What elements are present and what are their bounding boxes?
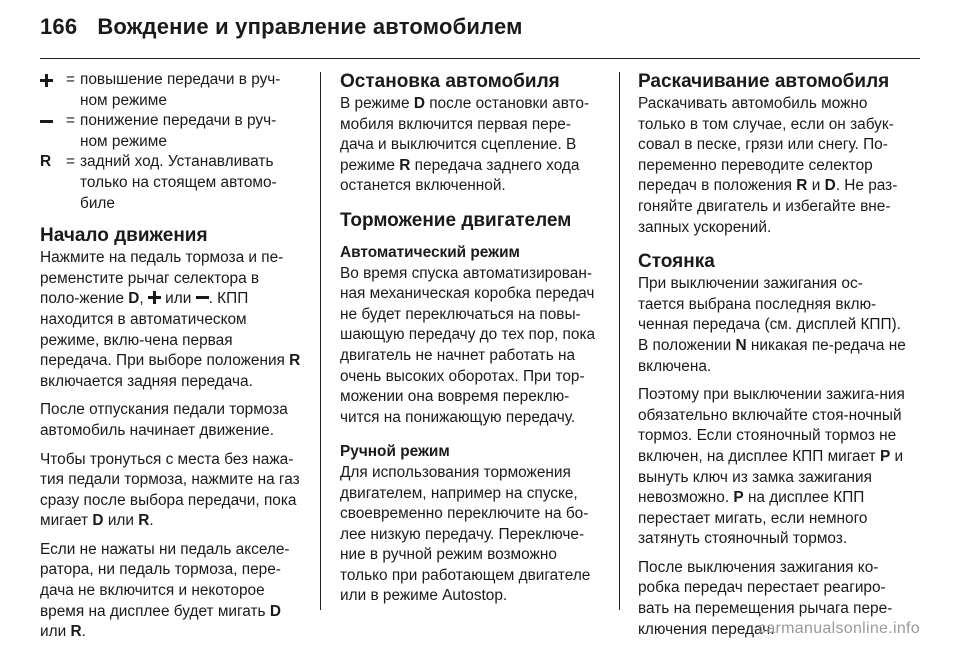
definition-text: повышение передачи в руч- ном режиме <box>80 71 281 109</box>
paragraph-rocking: Раскачивать автомобиль можно только в том случае, если он забук-совал в песке, грязи или снегу. По-переменно переводите селектор передач в положения R и D. Не раз-гоняйте двигатель и избегайте вне-запных ускорений. <box>638 95 898 236</box>
paragraph-parking-3: После выключения зажигания ко-робка передач перестает реагиро-вать на перемещения рычага пере-ключения передач. <box>638 558 893 638</box>
definition-equals: = <box>66 71 75 88</box>
definition-equals: = <box>66 153 75 171</box>
minus-icon <box>40 115 53 128</box>
page-header <box>40 14 523 40</box>
definition-reverse <box>40 152 302 214</box>
paragraph-manual: Для использования торможения двигателем, например на спуске, своевременно переключите на бо-лее низкую передачу. Переключе-ние в ручной режим возможно только при работающем двигателе или в режиме Autostop. <box>340 463 591 605</box>
subheading-manual: Ручной режим <box>340 443 450 461</box>
paragraph-no-pedals: Если не нажаты ни педаль акселе-ратора, ни педаль тормоза, пере-дача не включится и некоторое время на дисплее будет мигать D или R. <box>40 540 290 641</box>
paragraph-no-brake: Чтобы тронуться с места без нажа-тия педали тормоза, нажмите на газ сразу после выбора передачи, пока мигает D или R. <box>40 450 300 530</box>
plus-icon <box>148 291 161 304</box>
subheading-automatic: Автоматический режим <box>340 243 520 261</box>
definition-text: задний ход. Устанавливать только на стоящем автомо- биле <box>80 153 277 212</box>
paragraph-parking-1: При выключении зажигания ос-тается выбрана последняя вклю-ченная передача (см. дисплей КПП). В положении N никакая пе-редача не включена. <box>638 275 906 375</box>
definition-upshift <box>40 70 302 111</box>
paragraph-release-brake: После отпускания педали тормоза автомобиль начинает движение. <box>40 401 288 439</box>
page-number: 166 <box>40 14 78 39</box>
reverse-symbol: R <box>40 153 52 171</box>
column-divider-2 <box>619 72 620 610</box>
column-1 <box>40 70 302 651</box>
paragraph-automatic: Во время спуска автоматизирован-ная механическая коробка передач не будет переключаться на повы-шающую передачу до тех пор, пока двигатель не начнет работать на очень высоких оборотах. При тор-можении она вовремя переклю-чится на понижающую передачу. <box>340 264 596 426</box>
section-heading-rocking: Раскачивание автомобиля <box>638 71 890 92</box>
section-heading-parking: Стоянка <box>638 251 715 273</box>
plus-icon <box>40 74 53 87</box>
definition-downshift <box>40 111 302 152</box>
paragraph-start: Нажмите на педаль тормоза и пе-ременстите рычаг селектора в поло-жение D, или . КПП находится в автоматическом режиме, вклю-чена первая передача. При выборе положения R включается задняя передача. <box>40 249 301 390</box>
column-2 <box>340 70 602 615</box>
column-3 <box>638 70 906 648</box>
paragraph-stop: В режиме D после остановки авто-мобиля включится первая пере-дача и выключится сцепление. В режиме R передача заднего хода останется включенной. <box>340 95 590 195</box>
definition-text: понижение передачи в руч- ном режиме <box>80 112 277 150</box>
watermark: carmanualsonline.info <box>758 620 920 637</box>
minus-icon <box>196 291 209 304</box>
column-divider-1 <box>320 72 321 610</box>
page-title: Вождение и управление автомобилем <box>97 14 523 39</box>
section-heading-start: Начало движения <box>40 225 208 247</box>
definition-equals: = <box>66 112 75 130</box>
section-heading-stop: Остановка автомобиля <box>340 71 560 92</box>
header-divider <box>40 58 920 59</box>
section-heading-engine-braking: Торможение двигателем <box>340 209 572 231</box>
paragraph-parking-2: Поэтому при выключении зажига-ния обязательно включайте стоя-ночный тормоз. Если стояночный тормоз не включен, на дисплее КПП мигает P и вынуть ключ из замка зажигания невозможно. P на дисплее КПП перестает мигать, если немного затянуть стояночный тормоз. <box>638 386 905 548</box>
